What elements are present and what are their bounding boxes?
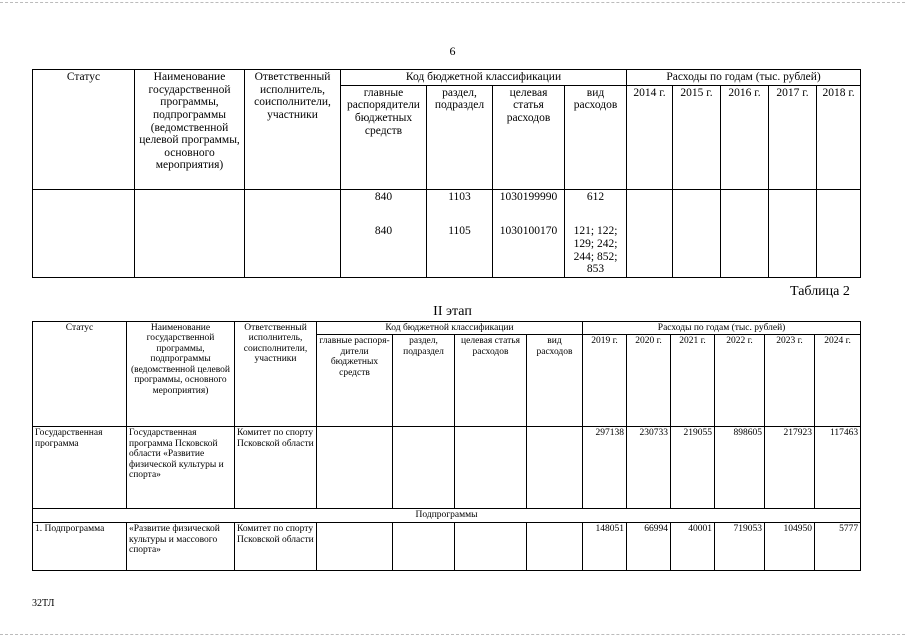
cell-year-value bbox=[817, 189, 861, 277]
cell-year-value: 40001 bbox=[671, 523, 715, 571]
stage-title: II этап bbox=[433, 304, 472, 319]
cell-grbs: 840 840 bbox=[341, 189, 427, 277]
page-number: 6 bbox=[449, 44, 456, 58]
header-year: 2021 г. bbox=[671, 335, 715, 427]
cell-year-value: 104950 bbox=[765, 523, 815, 571]
subprograms-label: Подпрограммы bbox=[33, 509, 861, 523]
cell-grbs bbox=[317, 427, 393, 509]
header-year: 2015 г. bbox=[673, 85, 721, 189]
cell-expense-type bbox=[527, 427, 583, 509]
header-responsible: Ответственный исполнитель, соисполнители, участники bbox=[245, 70, 341, 190]
header-expenses: Расходы по годам (тыс. рублей) bbox=[583, 322, 861, 335]
section-row bbox=[33, 509, 861, 523]
header-target-item: целевая статья расходов bbox=[493, 85, 565, 189]
header-status: Статус bbox=[33, 70, 135, 190]
cell-year-value bbox=[769, 189, 817, 277]
header-responsible: Ответственный исполнитель, соисполнители, участники bbox=[235, 322, 317, 427]
cell-grbs bbox=[317, 523, 393, 571]
header-main-managers: главные распорядители бюджетных средств bbox=[341, 85, 427, 189]
header-main-managers: главные распоря-дители бюджетных средств bbox=[317, 335, 393, 427]
header-year: 2020 г. bbox=[627, 335, 671, 427]
cell-section: 1103 1105 bbox=[427, 189, 493, 277]
table-row-program bbox=[33, 427, 861, 509]
cell-year-value bbox=[673, 189, 721, 277]
cell-responsible: Комитет по спорту Псковской области bbox=[235, 427, 317, 509]
cell-year-value: 148051 bbox=[583, 523, 627, 571]
cell-target bbox=[455, 427, 527, 509]
cell-expense-type: 612 121; 122; 129; 242; 244; 852; 853 bbox=[565, 189, 627, 277]
cell-year-value: 5777 bbox=[815, 523, 861, 571]
cell-year-value: 219055 bbox=[671, 427, 715, 509]
cell-year-value: 217923 bbox=[765, 427, 815, 509]
cell-name bbox=[135, 189, 245, 277]
cell-target: 1030199990 1030100170 bbox=[493, 189, 565, 277]
footer-code: 32ТЛ bbox=[32, 598, 55, 609]
cell-responsible bbox=[245, 189, 341, 277]
header-year: 2016 г. bbox=[721, 85, 769, 189]
header-year: 2019 г. bbox=[583, 335, 627, 427]
cell-status bbox=[33, 189, 135, 277]
header-expense-type: вид расходов bbox=[565, 85, 627, 189]
cell-name: Государственная программа Псковской области «Развитие физической культуры и спорта» bbox=[127, 427, 235, 509]
cell-year-value: 230733 bbox=[627, 427, 671, 509]
cell-responsible: Комитет по спорту Псковской области bbox=[235, 523, 317, 571]
cell-year-value bbox=[721, 189, 769, 277]
cell-year-value: 297138 bbox=[583, 427, 627, 509]
cell-section bbox=[393, 523, 455, 571]
cell-name: «Развитие физической культуры и массового спорта» bbox=[127, 523, 235, 571]
header-year: 2024 г. bbox=[815, 335, 861, 427]
header-expense-type: вид расходов bbox=[527, 335, 583, 427]
scan-edge-top bbox=[0, 2, 905, 3]
cell-year-value: 117463 bbox=[815, 427, 861, 509]
cell-year-value bbox=[627, 189, 673, 277]
header-year: 2022 г. bbox=[715, 335, 765, 427]
expenses-table-stage-2 bbox=[32, 321, 861, 571]
cell-year-value: 66994 bbox=[627, 523, 671, 571]
header-year: 2023 г. bbox=[765, 335, 815, 427]
header-budget-code: Код бюджетной классификации bbox=[317, 322, 583, 335]
header-year: 2014 г. bbox=[627, 85, 673, 189]
table-row bbox=[33, 189, 861, 277]
header-budget-code: Код бюджетной классификации bbox=[341, 70, 627, 86]
cell-expense-type bbox=[527, 523, 583, 571]
header-name: Наименование государственной программы, подпрограммы (ведомственной целевой программы, основного мероприятия) bbox=[127, 322, 235, 427]
table-row-subprogram bbox=[33, 523, 861, 571]
header-year: 2018 г. bbox=[817, 85, 861, 189]
cell-status: 1. Подпрограмма bbox=[33, 523, 127, 571]
cell-target bbox=[455, 523, 527, 571]
cell-status: Государственная программа bbox=[33, 427, 127, 509]
scan-edge-bottom bbox=[0, 634, 905, 635]
cell-year-value: 898605 bbox=[715, 427, 765, 509]
table-caption: Таблица 2 bbox=[790, 284, 850, 299]
header-status: Статус bbox=[33, 322, 127, 427]
header-year: 2017 г. bbox=[769, 85, 817, 189]
header-section: раздел, подраздел bbox=[393, 335, 455, 427]
expenses-table-stage-1 bbox=[32, 69, 861, 278]
cell-year-value: 719053 bbox=[715, 523, 765, 571]
header-expenses: Расходы по годам (тыс. рублей) bbox=[627, 70, 861, 86]
header-section: раздел, подраздел bbox=[427, 85, 493, 189]
cell-section bbox=[393, 427, 455, 509]
header-target-item: целевая статья расходов bbox=[455, 335, 527, 427]
header-name: Наименование государственной программы, подпрограммы (ведомственной целевой программы, основного мероприятия) bbox=[135, 70, 245, 190]
